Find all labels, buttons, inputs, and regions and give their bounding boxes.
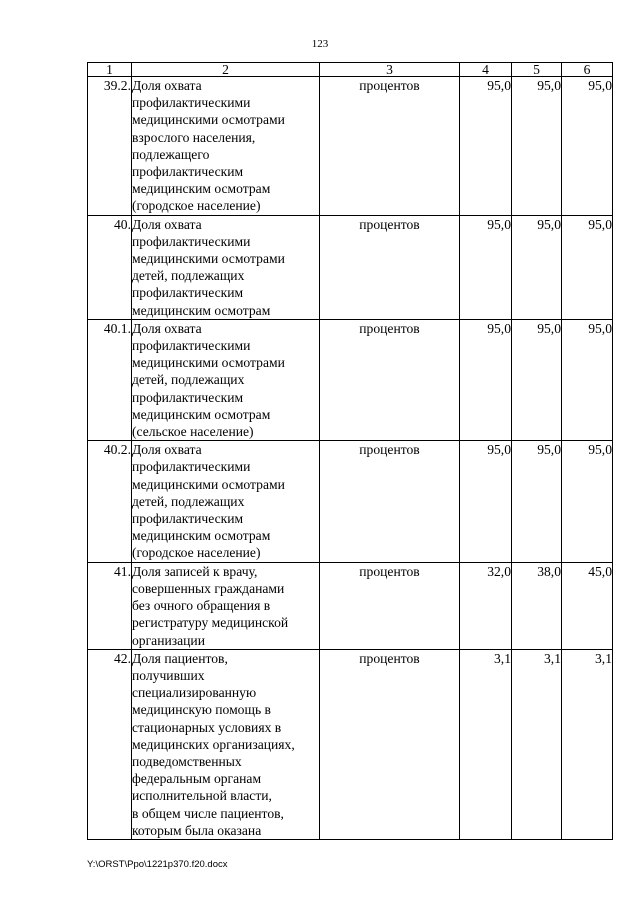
table-row: [88, 77, 613, 216]
value-col-5: 38,0: [512, 562, 562, 649]
value-col-4: 95,0: [460, 215, 512, 319]
table-header-row: [88, 63, 613, 77]
row-number: 40.1.: [88, 319, 132, 440]
indicator-name: Доля пациентов, получивших специализированную медицинскую помощь в стационарных условиях в медицинских организациях, подведомственных федеральным органам исполнительной власти, в общем числе пациентов, которым была оказана: [132, 649, 320, 839]
unit: процентов: [320, 319, 460, 440]
unit: процентов: [320, 215, 460, 319]
table-row: [88, 215, 613, 319]
header-col-3: 3: [320, 63, 460, 77]
row-number: 39.2.: [88, 77, 132, 216]
header-col-4: 4: [460, 63, 512, 77]
indicator-table: [87, 62, 613, 840]
value-col-4: 95,0: [460, 441, 512, 562]
row-number: 42.: [88, 649, 132, 839]
value-col-5: 95,0: [512, 441, 562, 562]
value-col-6: 95,0: [562, 215, 613, 319]
value-col-6: 95,0: [562, 77, 613, 216]
value-col-6: 3,1: [562, 649, 613, 839]
value-col-5: 95,0: [512, 215, 562, 319]
row-number: 40.2.: [88, 441, 132, 562]
header-col-5: 5: [512, 63, 562, 77]
indicator-name: Доля охвата профилактическими медицинскими осмотрами детей, подлежащих профилактическим медицинским осмотрам: [132, 215, 320, 319]
unit: процентов: [320, 562, 460, 649]
table-row: [88, 441, 613, 562]
value-col-5: 3,1: [512, 649, 562, 839]
value-col-5: 95,0: [512, 77, 562, 216]
header-col-2: 2: [132, 63, 320, 77]
header-col-6: 6: [562, 63, 613, 77]
value-col-4: 3,1: [460, 649, 512, 839]
value-col-5: 95,0: [512, 319, 562, 440]
table-row: [88, 649, 613, 839]
document-file-path: Y:\ORST\Ppo\1221p370.f20.docx: [87, 859, 228, 870]
value-col-6: 95,0: [562, 441, 613, 562]
indicator-name: Доля записей к врачу, совершенных гражданами без очного обращения в регистратуру медицинской организации: [132, 562, 320, 649]
value-col-6: 45,0: [562, 562, 613, 649]
row-number: 40.: [88, 215, 132, 319]
indicator-name: Доля охвата профилактическими медицинскими осмотрами детей, подлежащих профилактическим медицинским осмотрам (городское население): [132, 441, 320, 562]
table-row: [88, 319, 613, 440]
unit: процентов: [320, 441, 460, 562]
unit: процентов: [320, 649, 460, 839]
value-col-6: 95,0: [562, 319, 613, 440]
indicator-name: Доля охвата профилактическими медицинскими осмотрами взрослого населения, подлежащего профилактическим медицинским осмотрам (городское население): [132, 77, 320, 216]
value-col-4: 95,0: [460, 319, 512, 440]
indicator-name: Доля охвата профилактическими медицинскими осмотрами детей, подлежащих профилактическим медицинским осмотрам (сельское население): [132, 319, 320, 440]
header-col-1: 1: [88, 63, 132, 77]
table-row: [88, 562, 613, 649]
value-col-4: 95,0: [460, 77, 512, 216]
value-col-4: 32,0: [460, 562, 512, 649]
row-number: 41.: [88, 562, 132, 649]
unit: процентов: [320, 77, 460, 216]
page-number: 123: [311, 38, 329, 50]
